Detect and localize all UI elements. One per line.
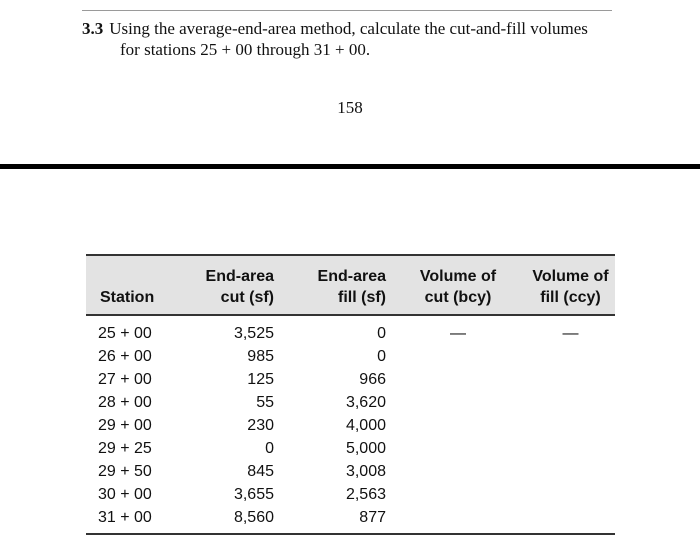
cell-volume-fill [526,345,615,368]
table-row [86,368,615,391]
problem-text-line2: for stations 25 + 00 through 31 + 00. [120,40,371,59]
table-row [86,437,615,460]
cell-cut: 3,655 [233,486,274,503]
cell-volume-fill [526,391,615,414]
cell-volume-cut [390,506,526,534]
cell-volume-fill [526,368,615,391]
cell-station: 26 + 00 [98,348,152,365]
problem-number: 3.3 [82,19,104,38]
table-row [86,315,615,345]
table-header-row [86,255,615,315]
cell-cut: 125 [247,371,274,388]
header-volume-fill: Volume of fill (ccy) [526,255,615,315]
table-row [86,483,615,506]
table-row [86,345,615,368]
table-row [86,506,615,534]
cell-fill: 0 [377,325,386,342]
page-break-rule [0,164,700,169]
cell-volume-cut [390,414,526,437]
cell-volume-fill [526,437,615,460]
cell-fill: 966 [359,371,386,388]
cell-volume-fill: — [562,325,579,342]
page-number: 158 [337,98,363,117]
cell-cut: 230 [247,417,274,434]
header-end-area-fill: End-area fill (sf) [278,255,390,315]
cell-cut: 55 [256,394,274,411]
cell-volume-cut: — [450,325,466,342]
cell-volume-cut [390,368,526,391]
cell-cut: 985 [247,348,274,365]
cell-station: 27 + 00 [98,371,152,388]
cell-fill: 877 [278,506,390,534]
cell-volume-fill [526,414,615,437]
cell-station: 29 + 50 [98,463,152,480]
cell-volume-cut [390,391,526,414]
cell-fill: 2,563 [345,486,386,503]
cell-volume-fill [526,483,615,506]
cell-fill: 3,008 [345,463,386,480]
header-volume-cut: Volume of cut (bcy) [390,255,526,315]
table-row [86,414,615,437]
cell-cut: 845 [247,463,274,480]
cell-volume-cut [390,483,526,506]
table-row [86,460,615,483]
cell-volume-cut [390,460,526,483]
problem-text-line1: Using the average-end-area method, calculate the cut-and-fill volumes [109,19,588,38]
cell-cut: 3,525 [233,325,274,342]
cell-volume-fill [526,506,615,534]
header-end-area-cut: End-area cut (sf) [192,255,278,315]
cell-fill: 5,000 [345,440,386,457]
cell-cut: 0 [265,440,274,457]
problem-statement [82,18,622,60]
cell-fill: 0 [377,348,386,365]
cell-station: 29 + 00 [98,417,152,434]
cell-station: 31 + 00 [86,506,192,534]
cell-cut: 8,560 [192,506,278,534]
top-divider [82,10,612,11]
cell-station: 29 + 25 [98,440,152,457]
cut-fill-table [86,254,615,535]
cell-volume-cut [390,437,526,460]
header-station: Station [86,255,192,315]
cell-volume-fill [526,460,615,483]
cell-station: 28 + 00 [98,394,152,411]
cell-fill: 3,620 [345,394,386,411]
cell-station: 25 + 00 [98,325,152,342]
cell-fill: 4,000 [345,417,386,434]
cell-volume-cut [390,345,526,368]
cell-station: 30 + 00 [98,486,152,503]
table-row [86,391,615,414]
